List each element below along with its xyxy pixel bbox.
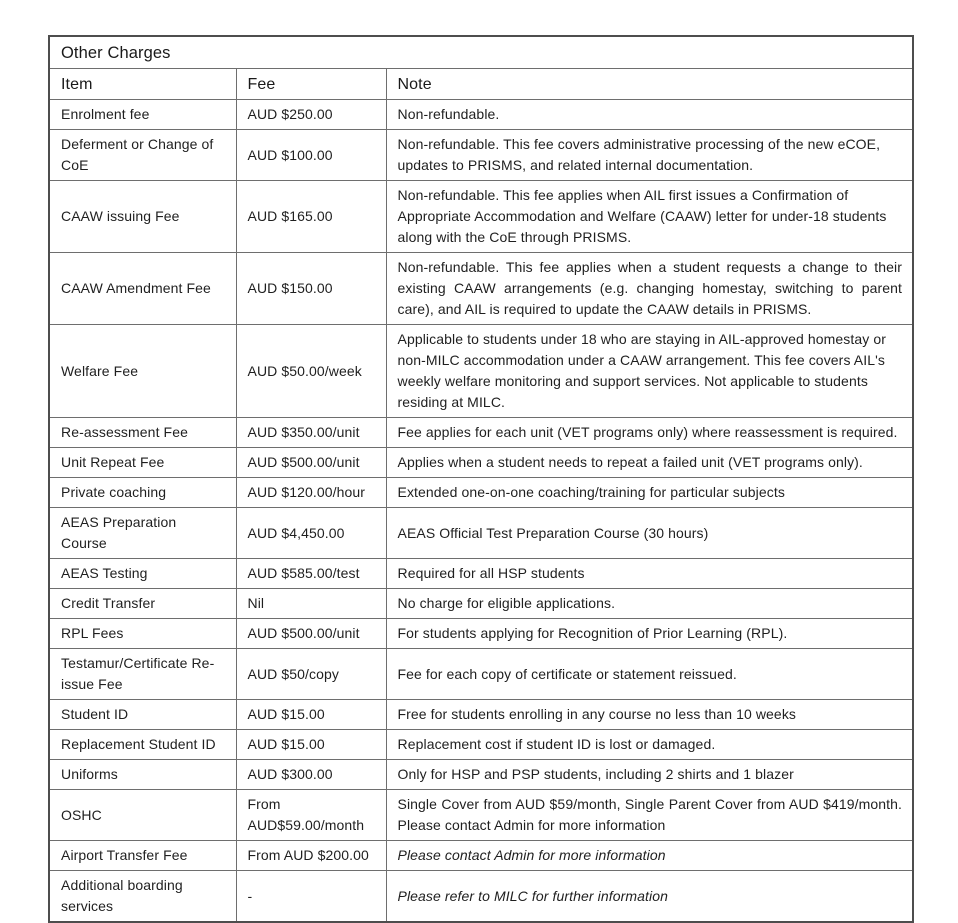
note-cell: Single Cover from AUD $59/month, Single Parent Cover from AUD $419/month. Please contact Admin for more information [386,790,913,841]
note-cell: Please contact Admin for more information [386,841,913,871]
note-cell: Only for HSP and PSP students, including 2 shirts and 1 blazer [386,760,913,790]
fee-cell: AUD $120.00/hour [236,478,386,508]
note-cell: Fee applies for each unit (VET programs only) where reassessment is required. [386,418,913,448]
item-cell: CAAW Amendment Fee [49,253,236,325]
table-row [49,589,913,619]
note-cell: AEAS Official Test Preparation Course (30 hours) [386,508,913,559]
table-row [49,760,913,790]
fee-cell: AUD $50.00/week [236,325,386,418]
other-charges-table [48,35,914,923]
item-cell: Replacement Student ID [49,730,236,760]
fee-cell: AUD $350.00/unit [236,418,386,448]
fee-cell: - [236,871,386,923]
fee-cell: AUD $150.00 [236,253,386,325]
fee-cell: AUD $250.00 [236,100,386,130]
note-cell: Non-refundable. [386,100,913,130]
item-cell: Private coaching [49,478,236,508]
note-cell: Applicable to students under 18 who are staying in AIL-approved homestay or non-MILC accommodation under a CAAW arrangement. This fee covers AIL's weekly welfare monitoring and support services. Not applicable to students residing at MILC. [386,325,913,418]
item-cell: Unit Repeat Fee [49,448,236,478]
note-cell: Please refer to MILC for further information [386,871,913,923]
fee-cell: Nil [236,589,386,619]
note-cell: No charge for eligible applications. [386,589,913,619]
item-cell: AEAS Preparation Course [49,508,236,559]
table-row [49,619,913,649]
table-row [49,649,913,700]
table-title: Other Charges [49,36,913,69]
item-cell: Welfare Fee [49,325,236,418]
table-row [49,871,913,923]
column-header-note: Note [386,69,913,100]
fee-cell: AUD $165.00 [236,181,386,253]
fee-cell: AUD $500.00/unit [236,619,386,649]
item-cell: Re-assessment Fee [49,418,236,448]
table-title-row [49,36,913,69]
fee-cell: From AUD$59.00/month [236,790,386,841]
item-cell: Airport Transfer Fee [49,841,236,871]
item-cell: Uniforms [49,760,236,790]
table-row [49,418,913,448]
item-cell: Additional boarding services [49,871,236,923]
fee-cell: AUD $15.00 [236,730,386,760]
item-cell: Enrolment fee [49,100,236,130]
column-header-item: Item [49,69,236,100]
note-cell: Replacement cost if student ID is lost or damaged. [386,730,913,760]
item-cell: Credit Transfer [49,589,236,619]
fee-cell: AUD $500.00/unit [236,448,386,478]
table-row [49,790,913,841]
item-cell: Testamur/Certificate Re-issue Fee [49,649,236,700]
item-cell: Deferment or Change of CoE [49,130,236,181]
table-row [49,100,913,130]
item-cell: OSHC [49,790,236,841]
column-header-fee: Fee [236,69,386,100]
fee-cell: AUD $50/copy [236,649,386,700]
table-header-row [49,69,913,100]
fee-cell: AUD $15.00 [236,700,386,730]
table-row [49,325,913,418]
table-row [49,478,913,508]
note-cell: For students applying for Recognition of Prior Learning (RPL). [386,619,913,649]
item-cell: AEAS Testing [49,559,236,589]
table-row [49,448,913,478]
item-cell: Student ID [49,700,236,730]
fee-cell: AUD $4,450.00 [236,508,386,559]
note-cell: Extended one-on-one coaching/training for particular subjects [386,478,913,508]
note-cell: Non-refundable. This fee applies when AIL first issues a Confirmation of Appropriate Accommodation and Welfare (CAAW) letter for under-18 students along with the CoE through PRISMS. [386,181,913,253]
fee-cell: AUD $100.00 [236,130,386,181]
fee-cell: From AUD $200.00 [236,841,386,871]
fee-cell: AUD $300.00 [236,760,386,790]
fee-cell: AUD $585.00/test [236,559,386,589]
note-cell: Applies when a student needs to repeat a failed unit (VET programs only). [386,448,913,478]
note-cell: Non-refundable. This fee applies when a student requests a change to their existing CAAW arrangements (e.g. changing homestay, switching to parent care), and AIL is required to update the CAAW details in PRISMS. [386,253,913,325]
table-row [49,181,913,253]
table-row [49,700,913,730]
table-row [49,841,913,871]
note-cell: Fee for each copy of certificate or statement reissued. [386,649,913,700]
table-row [49,730,913,760]
table-row [49,508,913,559]
table-row [49,559,913,589]
note-cell: Free for students enrolling in any course no less than 10 weeks [386,700,913,730]
table-row [49,253,913,325]
table-row [49,130,913,181]
charges-table-body [49,100,913,923]
note-cell: Non-refundable. This fee covers administrative processing of the new eCOE, updates to PRISMS, and related internal documentation. [386,130,913,181]
note-cell: Required for all HSP students [386,559,913,589]
item-cell: RPL Fees [49,619,236,649]
item-cell: CAAW issuing Fee [49,181,236,253]
